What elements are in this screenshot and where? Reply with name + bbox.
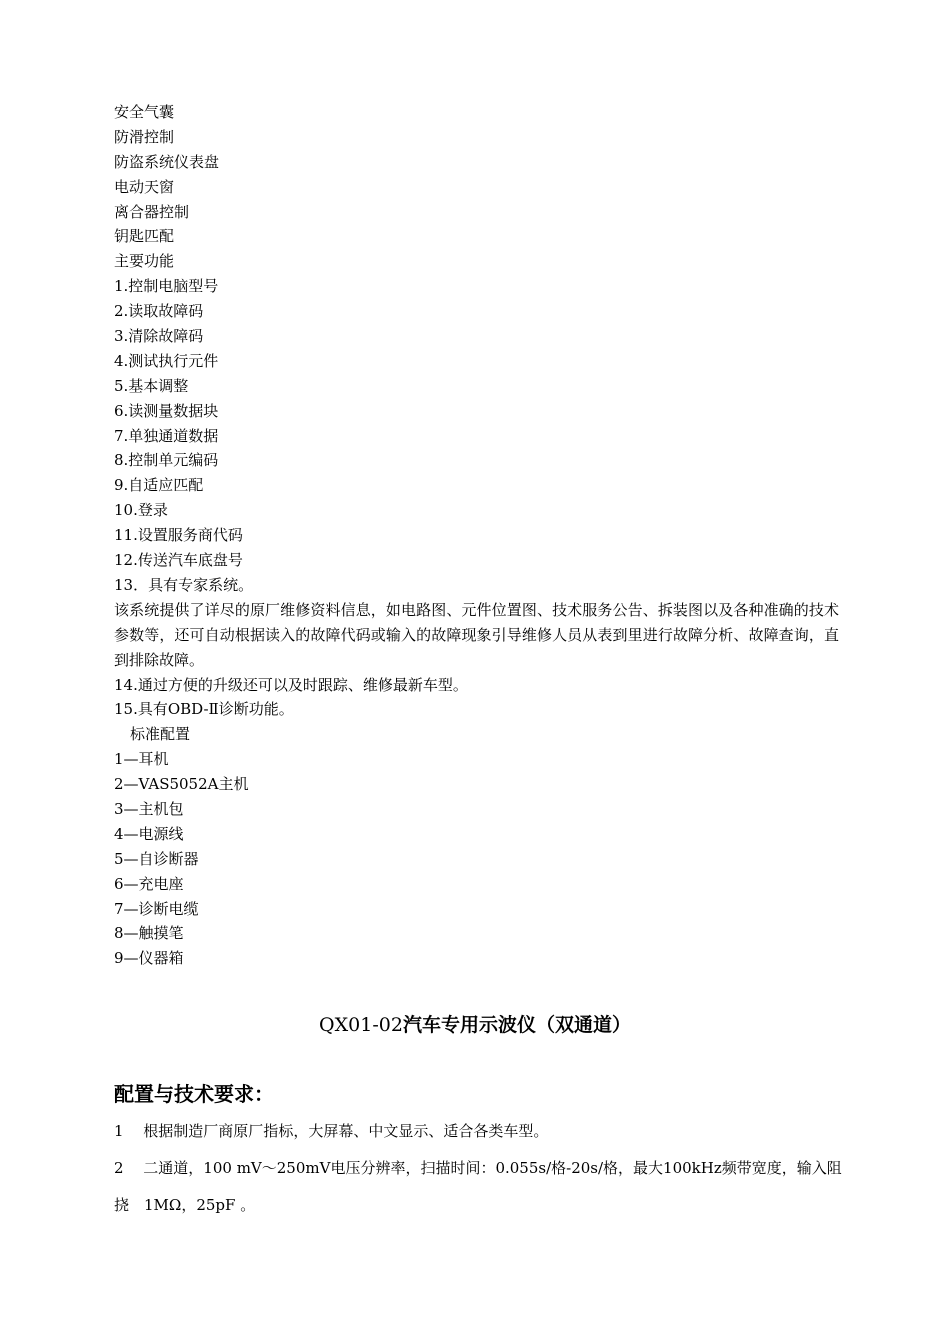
function-item: 10.登录 bbox=[114, 501, 168, 520]
list-item: 防滑控制 bbox=[114, 127, 175, 146]
product-name: 汽车专用示波仪（双通道） bbox=[402, 1014, 631, 1036]
config-item: 8—触摸笔 bbox=[114, 924, 184, 943]
product-title bbox=[0, 1010, 950, 1037]
function-item: 9.自适应匹配 bbox=[114, 476, 204, 495]
config-item: 2—VAS5052A主机 bbox=[114, 775, 249, 794]
config-item: 5—自诊断器 bbox=[114, 849, 199, 868]
function-item: 4.测试执行元件 bbox=[114, 351, 219, 370]
config-item: 7—诊断电缆 bbox=[114, 899, 199, 918]
standard-config-heading: 标准配置 bbox=[130, 725, 191, 744]
config-item: 6—充电座 bbox=[114, 874, 184, 893]
config-item: 4—电源线 bbox=[114, 824, 184, 843]
function-item: 6.读测量数据块 bbox=[114, 401, 219, 420]
list-item: 防盗系统仪表盘 bbox=[114, 152, 220, 171]
function-item: 15.具有OBD-Ⅱ诊断功能。 bbox=[114, 700, 294, 719]
function-item: 3.清除故障码 bbox=[114, 327, 204, 346]
function-item: 14.通过方便的升级还可以及时跟踪、维修最新车型。 bbox=[114, 675, 468, 694]
expert-system-paragraph: 该系统提供了详尽的原厂维修资料信息，如电路图、元件位置图、技术服务公告、拆装图以及各种准确的技术参数等，还可自动根据读入的故障代码或输入的故障现象引导维修人员从表到里进行故障分析、故障查询，直到排除故障。 bbox=[114, 600, 839, 669]
function-item: 12.传送汽车底盘号 bbox=[114, 551, 243, 570]
section-heading: 配置与技术要求： bbox=[114, 1082, 274, 1106]
config-item: 1—耳机 bbox=[114, 750, 169, 769]
product-code: QX01-02 bbox=[319, 1014, 403, 1036]
function-item: 13．具有专家系统。 bbox=[114, 575, 254, 594]
list-item: 离合器控制 bbox=[114, 202, 190, 221]
function-item: 11.设置服务商代码 bbox=[114, 526, 243, 545]
functions-heading: 主要功能 bbox=[114, 252, 175, 271]
config-item: 3—主机包 bbox=[114, 799, 184, 818]
requirement-item: 1 根据制造厂商原厂指标，大屏幕、中文显示、适合各类车型。 bbox=[114, 1122, 549, 1140]
function-item: 8.控制单元编码 bbox=[114, 451, 219, 470]
body-text bbox=[114, 100, 844, 971]
function-item: 5.基本调整 bbox=[114, 376, 189, 395]
requirement-item: 2 二通道，100 mV～250mV电压分辨率，扫描时间：0.055s/格-20s/格，最大100kHz频带宽度，输入阻挠 1MΩ，25pF 。 bbox=[114, 1159, 842, 1214]
function-item: 2.读取故障码 bbox=[114, 302, 204, 321]
function-item: 1.控制电脑型号 bbox=[114, 277, 219, 296]
function-item: 7.单独通道数据 bbox=[114, 426, 219, 445]
config-item: 9—仪器箱 bbox=[114, 949, 184, 968]
list-item: 钥匙匹配 bbox=[114, 227, 175, 246]
list-item: 电动天窗 bbox=[114, 177, 175, 196]
list-item: 安全气囊 bbox=[114, 103, 175, 121]
